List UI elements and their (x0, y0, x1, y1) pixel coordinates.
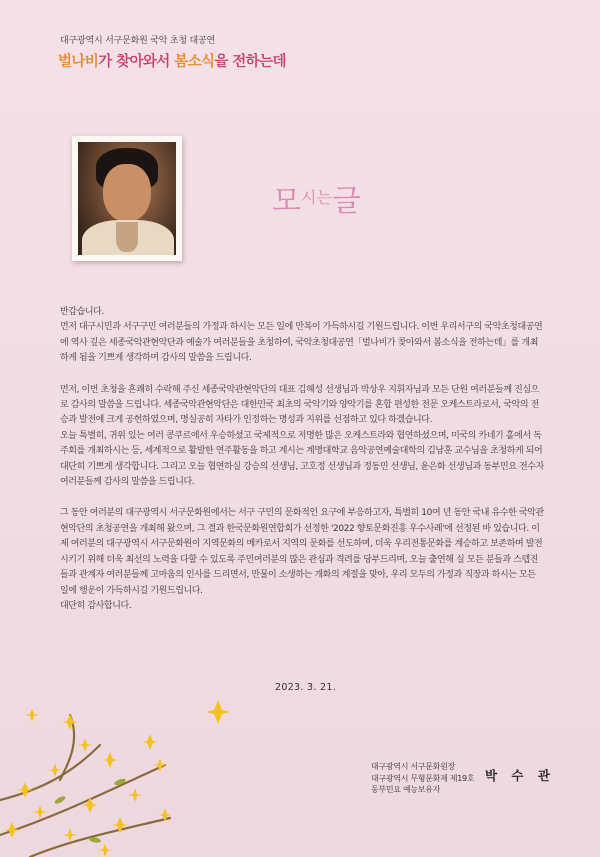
signature-name: 박 수 관 (485, 768, 555, 783)
headline-part-1: 벌나비 (58, 54, 99, 70)
headline-part-2: 가 찾아와서 (98, 54, 175, 70)
portrait-image (78, 142, 176, 255)
paragraph-4: 그 동안 여러분의 대구광역시 서구문화원에서는 서구 구민의 문화적인 요구에 부응하고자, 특별히 10여 년 동안 국내 유수한 국악관현악단의 초청공연을 개최해 왔으며, 그 결과 한국문화원연합회가 선정한 '2022 향토문화진흥 우수사례'에 선정된 바 있습니다. 이제 여러분의 대구광역시 서구문화원이 지역문화의 메카로서 지역의 문화를 선도하며, 더욱 우리전통문화를 계승하고 보존하며 발전시키기 위해 더욱 최선의 노력을 다할 수 있도록 주민여러분의 많은 관심과 격려를 당부드리며, 오늘 출연해 실 모든 분들과 스텝진들과 관계자 여러분들께 고마움의 인사를 드리면서, 만물이 소생하는 개화의 계절을 맞아, 우리 모두의 가정과 직장과 하시는 모든 일에 행운이 가득하시길 기원드립니다. (60, 508, 544, 596)
event-subtitle: 대구광역시 서구문화원 국악 초청 대공연 (60, 36, 216, 46)
letter-date: 2023. 3. 21. (275, 682, 337, 693)
signature-line-1: 대구광역시 서구문화원장 (371, 762, 455, 771)
letter-body (60, 305, 546, 614)
headline-part-3: 봄소식 (174, 54, 215, 70)
paragraph-closing: 대단히 감사합니다. (60, 600, 132, 611)
letter-title (272, 176, 361, 220)
headline-part-4: 을 전하는데 (214, 54, 286, 70)
signature-line-2: 대구광역시 무형문화재 제19호 (371, 773, 475, 783)
paragraph-greeting: 반갑습니다. (60, 307, 104, 317)
title-part-3: 글 (331, 184, 361, 219)
paragraph-1: 먼저 대구시민과 서구구민 여러분들의 가정과 하시는 모든 일에 만복이 가득하시길 기원드립니다. 이번 우리서구의 국악초청대공연에 역사 깊은 세종국악관현악단과 예술가 여러분들을 초청하여, 국악초청대공연「벌나비가 찾아와서 봄소식을 전하는데」를 개최하게 됨을 기쁘게 생각하며 감사의 말씀을 드립니다. (60, 322, 543, 364)
portrait-photo (72, 136, 182, 261)
paragraph-2: 먼저, 이번 초청을 흔쾌히 수락해 주신 세종국악관현악단의 대표 김혜성 선생님과 박상우 지휘자님과 모든 단원 여러분들께 진심으로 감사의 말씀을 드립니다. 세종국악관현악단은 대한민국 최초의 국악기와 양악기를 혼합 편성한 전문 오케스트라로서, 국악의 전승과 발전에 크게 공헌하였으며, 명실공히 자타가 인정하는 명성과 지위를 선점하고 있다 하겠습니다. (60, 384, 539, 426)
title-part-2: 시는 (300, 188, 332, 207)
signature-line-3: 동부민요 예능보유자 (371, 785, 441, 794)
event-headline (58, 50, 286, 71)
signature-titles (371, 761, 474, 796)
title-part-1: 모 (272, 184, 301, 219)
paragraph-3: 오늘 특별히, 귀위 있는 여러 콩쿠르에서 우승하셨고 국제적으로 저명한 많은 오케스트라와 협연하셨으며, 미국의 카네기 홀에서 독주회를 개최하시는 등, 세계적으로 활발한 연주활동을 하고 계시는 계명대학교 음악공연예술대학의 김남훈 교수님을 초청하게 되어 대단히 기쁘게 생각합니다. 그리고 오늘 협연하실 강승의 선생님, 고호정 선생님과 정동민 선생님, 윤은화 선생님과 동부민요 전수자 여러분들께 감사의 말씀을 드립니다. (60, 430, 544, 488)
